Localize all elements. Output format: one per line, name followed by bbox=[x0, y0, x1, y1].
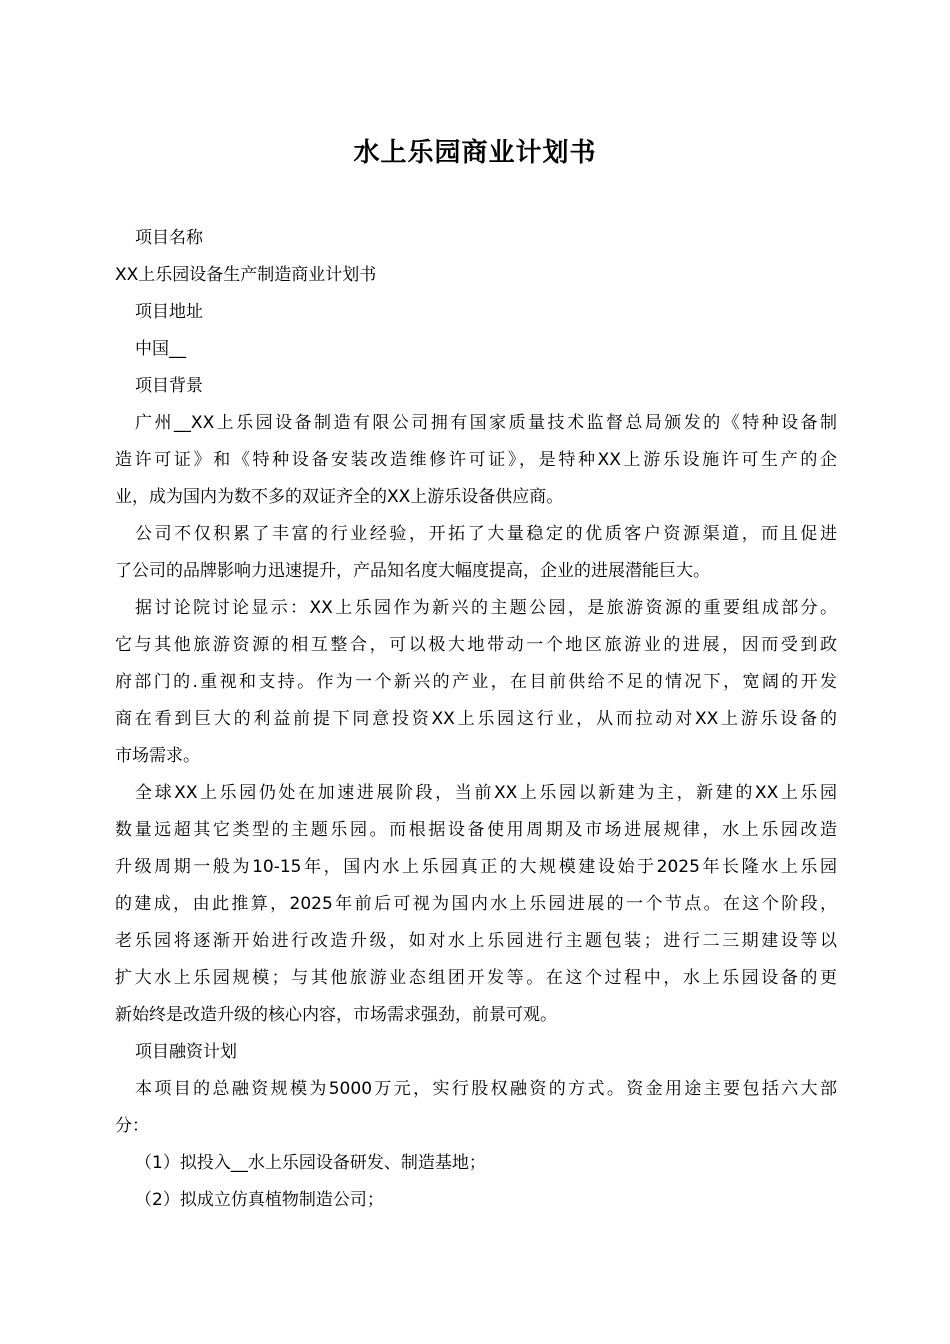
heading-project-address: 项目地址 bbox=[135, 302, 203, 322]
heading-project-name: 项目名称 bbox=[135, 228, 203, 248]
paragraph-line: 府部门的.重视和支持。作为一个新兴的产业，在目前供给不足的情况下，宽阔的开发 bbox=[115, 672, 837, 692]
paragraph-line: 本项目的总融资规模为5000万元，实行股权融资的方式。资金用途主要包括六大部 bbox=[135, 1079, 837, 1099]
paragraph-line: 业，成为国内为数不多的双证齐全的XX上游乐设备供应商。 bbox=[115, 487, 564, 507]
paragraph-line: 了公司的品牌影响力迅速提升，产品知名度大幅度提高，企业的进展潜能巨大。 bbox=[115, 561, 710, 581]
paragraph-line: 市场需求。 bbox=[115, 746, 200, 766]
paragraph-line: 商在看到巨大的利益前提下同意投资XX上乐园这行业，从而拉动对XX上游乐设备的 bbox=[115, 709, 837, 729]
list-item: （1）拟投入__水上乐园设备研发、制造基地； bbox=[135, 1153, 486, 1173]
paragraph-line: 分： bbox=[115, 1116, 149, 1136]
document-body bbox=[115, 220, 837, 1219]
paragraph-line: 它与其他旅游资源的相互整合，可以极大地带动一个地区旅游业的进展，因而受到政 bbox=[115, 635, 837, 655]
paragraph-line: 老乐园将逐渐开始进行改造升级，如对水上乐园进行主题包装；进行二三期建设等以 bbox=[115, 931, 837, 951]
paragraph-line: 扩大水上乐园规模；与其他旅游业态组团开发等。在这个过程中，水上乐园设备的更 bbox=[115, 968, 837, 988]
document-title: 水上乐园商业计划书 bbox=[353, 138, 597, 168]
paragraph-line: 的建成，由此推算，2025年前后可视为国内水上乐园进展的一个节点。在这个阶段， bbox=[115, 894, 837, 914]
heading-project-background: 项目背景 bbox=[135, 376, 203, 396]
heading-financing-plan: 项目融资计划 bbox=[135, 1042, 237, 1062]
list-item: （2）拟成立仿真植物制造公司； bbox=[135, 1190, 384, 1210]
project-name-value: XX上乐园设备生产制造商业计划书 bbox=[115, 265, 377, 285]
paragraph-line: 全球XX上乐园仍处在加速进展阶段，当前XX上乐园以新建为主，新建的XX上乐园 bbox=[135, 783, 837, 803]
paragraph-line: 造许可证》和《特种设备安装改造维修许可证》，是特种XX上游乐设施许可生产的企 bbox=[115, 450, 837, 470]
paragraph-line: 公司不仅积累了丰富的行业经验，开拓了大量稳定的优质客户资源渠道，而且促进 bbox=[135, 524, 837, 544]
paragraph-line: 新始终是改造升级的核心内容，市场需求强劲，前景可观。 bbox=[115, 1005, 557, 1025]
paragraph-line: 广州__XX上乐园设备制造有限公司拥有国家质量技术监督总局颁发的《特种设备制 bbox=[135, 413, 837, 433]
paragraph-line: 升级周期一般为10-15年，国内水上乐园真正的大规模建设始于2025年长隆水上乐园 bbox=[115, 857, 837, 877]
paragraph-line: 数量远超其它类型的主题乐园。而根据设备使用周期及市场进展规律，水上乐园改造 bbox=[115, 820, 837, 840]
project-address-value: 中国__ bbox=[135, 339, 186, 359]
paragraph-line: 据讨论院讨论显示：XX上乐园作为新兴的主题公园，是旅游资源的重要组成部分。 bbox=[135, 598, 837, 618]
